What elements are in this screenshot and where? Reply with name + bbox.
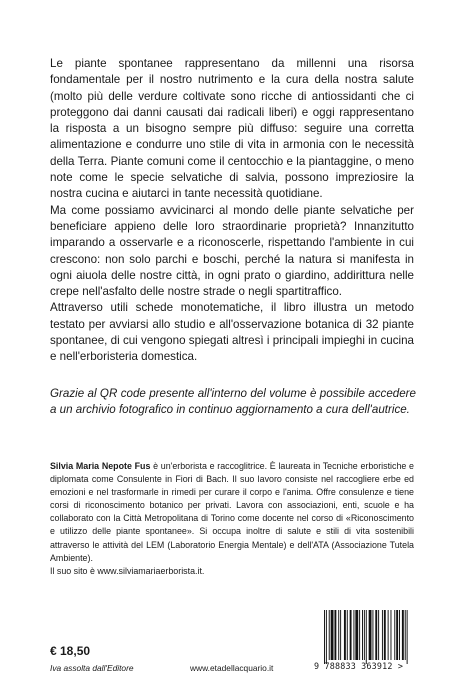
barcode-bar	[384, 610, 386, 660]
author-bio	[50, 460, 414, 578]
vat-note: Iva assolta dall'Editore	[50, 663, 134, 673]
barcode-bar	[347, 610, 348, 660]
blurb-paragraph-2: Ma come possiamo avvicinarci al mondo delle piante selvatiche per beneficiare appieno delle loro straordinarie proprietà? Innanzitutto imparando a osservarle e a riconoscerle, rispettando l'ambiente in cui crescono: non solo parchi e boschi, perché la natura si manifesta in ogni aiuola delle nostre città, in ogni prato o giardino, addirittura nelle crepe nell'asfalto delle nostre strade o negli spartitraffico.	[50, 203, 414, 299]
barcode-bar	[388, 610, 389, 660]
bio-paragraph	[50, 460, 414, 565]
barcode-bar	[334, 610, 336, 660]
isbn-barcode	[314, 610, 430, 676]
blurb-text	[50, 56, 414, 366]
barcode-graphic	[314, 610, 430, 666]
barcode-bar	[364, 610, 365, 660]
barcode-bar	[372, 610, 373, 660]
qr-note-text: Grazie al QR code presente all'interno del volume è possibile accedere a un archivio fotografico in continuo aggiornamento a cura dell'autrice.	[50, 387, 416, 417]
blurb-paragraph-3: Attraverso utili schede monotematiche, il libro illustra un metodo testato per avviarsi allo studio e all'osservazione botanica di 32 piante spontanee, di cui vengono spiegati altresì i principali impieghi in cucina e nell'erboristeria domestica.	[50, 301, 414, 364]
barcode-bar	[362, 610, 363, 660]
isbn-digits: 9 788833 363912 >	[314, 661, 404, 671]
barcode-bar	[369, 610, 372, 660]
barcode-bar	[331, 610, 334, 660]
barcode-bar	[326, 610, 327, 664]
barcode-bar	[355, 610, 358, 660]
barcode-bar	[394, 610, 395, 660]
barcode-bar	[353, 610, 354, 660]
barcode-bar	[338, 610, 339, 660]
author-name: Silvia Maria Nepote Fus	[50, 461, 151, 471]
barcode-bar	[382, 610, 383, 660]
barcode-bar	[329, 610, 330, 660]
bio-text: è un'erborista e raccoglitrice. È laureata in Tecniche erboristiche e diplomata come Consulente in Fiori di Bach. Il suo lavoro consiste nel raccogliere erbe ed emozioni e nel trasformarle in rimedi per curare il corpo e l'anima. Offre consulenze e tiene corsi di riconoscimento botanico per privati. Lavora con associazioni, enti, scuole e ha collaborato con la Città Metropolitana di Torino come docente nel corso di «Riconoscimento e utilizzo delle piante spontanee». Si occupa inoltre di salute e stili di vita sostenibili attraverso le attività del LEM (Laboratorio Energia Mentale) e dell'ATA (Associazione Tutela Ambiente).	[50, 461, 414, 563]
barcode-bar	[407, 610, 408, 664]
barcode-bar	[402, 610, 404, 660]
barcode-bar	[375, 610, 377, 660]
publisher-website: www.etadellacquario.it	[190, 663, 274, 673]
barcode-bar	[340, 610, 341, 660]
barcode-bar	[391, 610, 392, 660]
barcode-bar	[344, 610, 346, 660]
barcode-bar	[350, 610, 352, 660]
barcode-bar	[399, 610, 400, 660]
barcode-bar	[396, 610, 398, 660]
barcode-bar	[324, 610, 325, 664]
barcode-bar	[359, 610, 360, 660]
qr-code-note	[50, 386, 416, 419]
barcode-bar	[378, 610, 379, 660]
barcode-bar	[405, 610, 406, 660]
price: € 18,50	[50, 644, 91, 658]
author-website-line: Il suo sito è www.silviamariaerborista.it.	[50, 565, 205, 576]
barcode-bar	[366, 610, 367, 664]
blurb-paragraph-1: Le piante spontanee rappresentano da millenni una risorsa fondamentale per il nostro nutrimento e la cura della nostra salute (molto più delle verdure coltivate sono ricche di antiossidanti che ci proteggono dai danni causati dai radicali liberi) e oggi rappresentano la risposta a un bisogno sempre più diffuso: seguire una corretta alimentazione e condurre uno stile di vita in armonia con le necessità della Terra. Piante comuni come il centocchio e la piantaggine, o meno note come le specie selvatiche di salvia, possono impreziosire la nostra cucina e aiutarci in tante necessità quotidiane.	[50, 57, 414, 201]
